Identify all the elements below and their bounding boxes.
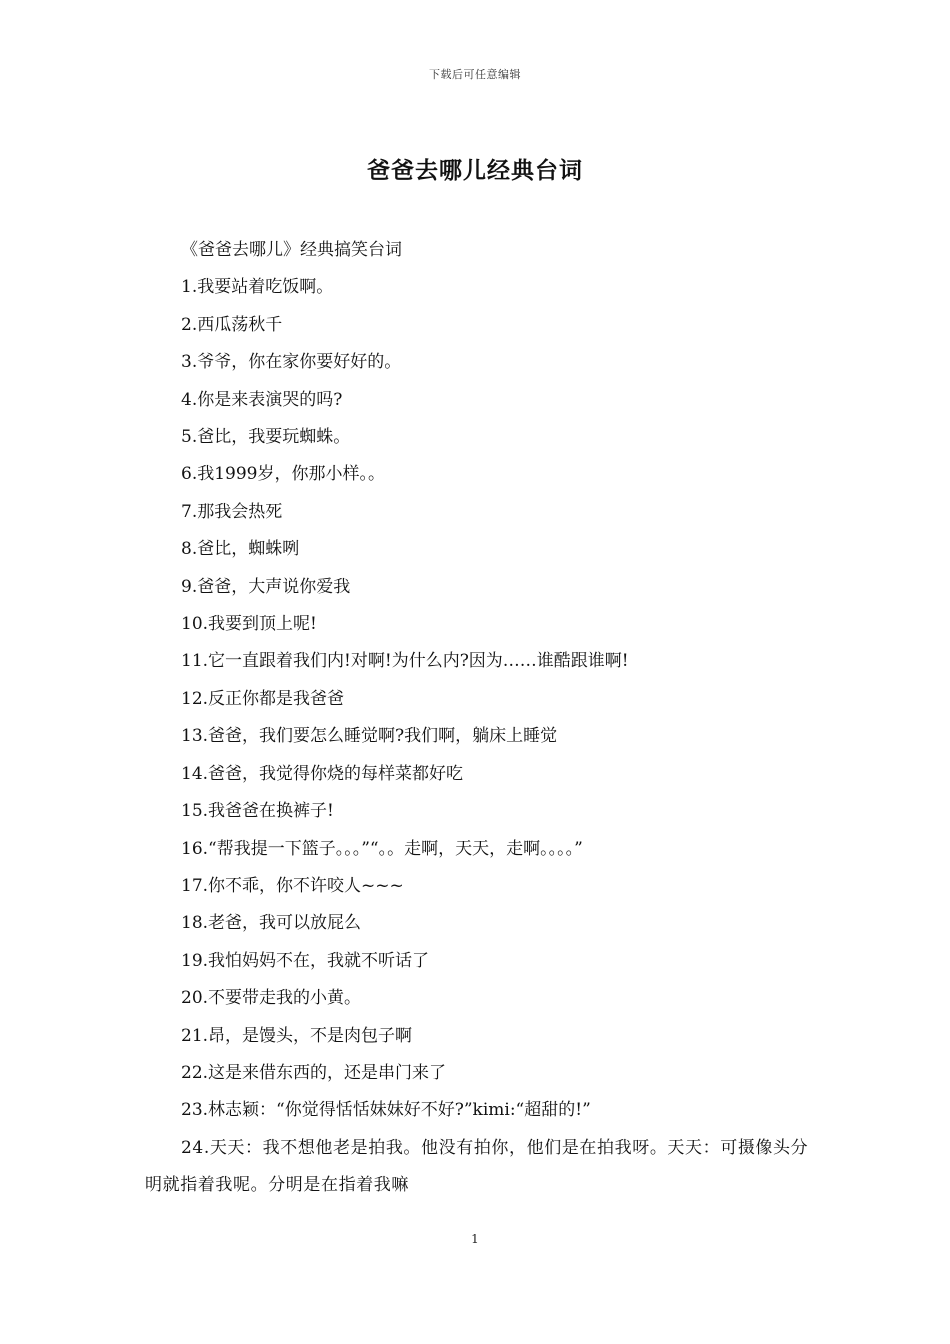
subtitle-line: 《爸爸去哪儿》经典搞笑台词 [181, 240, 402, 260]
quote-line: 14.爸爸，我觉得你烧的每样菜都好吃 [181, 763, 464, 784]
quote-line: 3.爷爷，你在家你要好好的。 [181, 352, 402, 373]
quote-line: 15.我爸爸在换裤子! [181, 801, 334, 822]
quote-line: 7.那我会热死 [181, 501, 283, 522]
quote-line: 21.昂，是馒头，不是肉包子啊 [181, 1025, 413, 1046]
quote-line: 5.爸比，我要玩蜘蛛。 [181, 427, 351, 448]
quote-line: 4.你是来表演哭的吗? [181, 389, 343, 410]
document-body [145, 232, 810, 1205]
header-note: 下载后可任意编辑 [429, 68, 521, 81]
quote-line: 23.林志颖：“你觉得恬恬妹妹好不好?”kimi:“超甜的!” [181, 1100, 591, 1121]
quote-line: 2.西瓜荡秋千 [181, 314, 283, 335]
page-number: 1 [471, 1232, 479, 1246]
quote-line: 9.爸爸，大声说你爱我 [181, 576, 351, 597]
quote-line: 13.爸爸，我们要怎么睡觉啊?我们啊，躺床上睡觉 [181, 726, 558, 747]
quote-line: 19.我怕妈妈不在，我就不听话了 [181, 950, 430, 971]
quote-paragraph: 24.天天：我不想他老是拍我。他没有拍你，他们是在拍我呀。天天：可摄像头分明就指着我呢。分明是在指着我嘛 [145, 1137, 809, 1196]
quote-line: 10.我要到顶上呢! [181, 614, 317, 635]
quote-line: 8.爸比，蜘蛛咧 [181, 539, 300, 560]
quote-line: 17.你不乖，你不许咬人~~~ [181, 875, 404, 896]
page-title: 爸爸去哪儿经典台词 [367, 158, 583, 184]
quote-line: 11.它一直跟着我们内!对啊!为什么内?因为……谁酷跟谁啊! [181, 651, 629, 672]
quote-line: 6.我1999岁，你那小样。。 [181, 464, 385, 485]
quote-line: 12.反正你都是我爸爸 [181, 688, 345, 709]
quote-line: 16.“帮我提一下篮子。。。”“。。走啊，天天，走啊。。。。” [181, 838, 583, 859]
quote-line: 1.我要站着吃饭啊。 [181, 277, 334, 298]
quote-line: 18.老爸，我可以放屁么 [181, 913, 362, 934]
quote-line: 20.不要带走我的小黄。 [181, 988, 362, 1009]
quote-line: 22.这是来借东西的，还是串门来了 [181, 1062, 447, 1083]
